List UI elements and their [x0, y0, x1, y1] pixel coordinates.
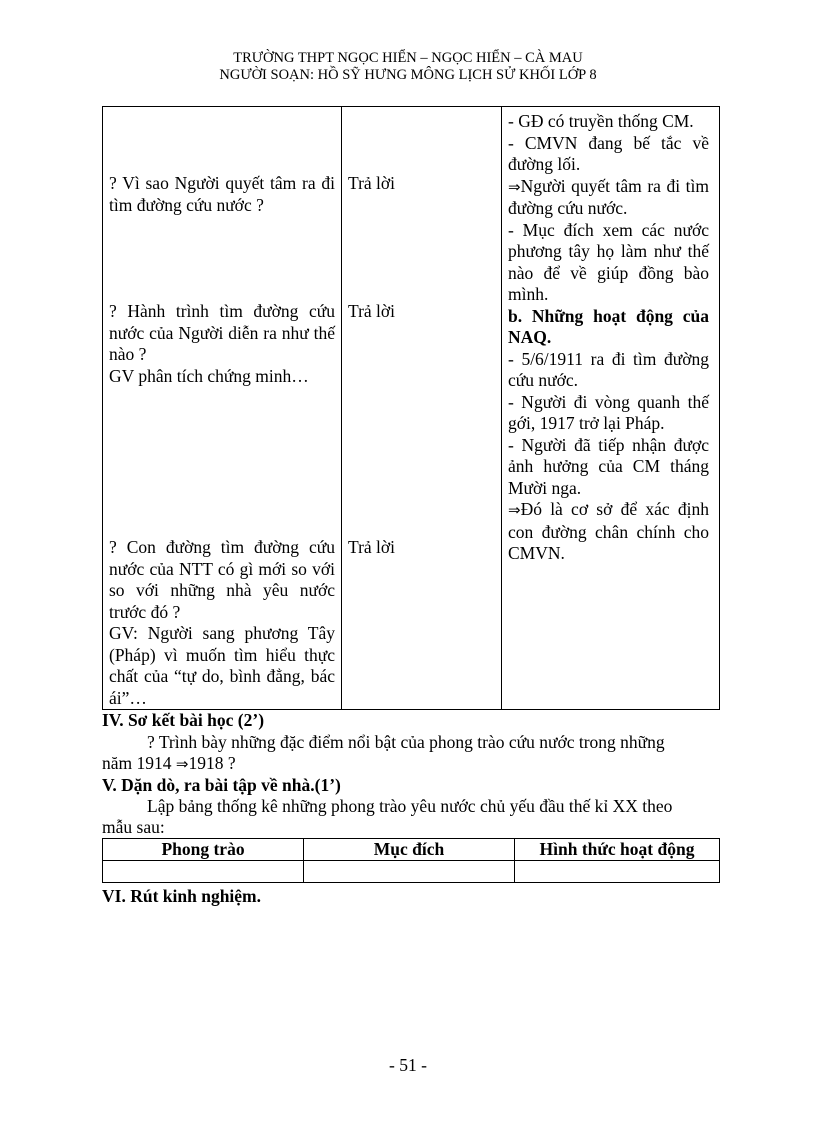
implies-arrow-icon: ⇒ [508, 177, 521, 196]
content-point-1: - GĐ có truyền thống CM. [508, 111, 694, 131]
content-point-4: - Mục đích xem các nước phương tây họ làm như thế nào để về giúp đồng bào mình. [508, 219, 709, 304]
answer-3: Trả lời [348, 537, 396, 557]
content-column [502, 107, 720, 710]
empty-cell [103, 861, 304, 883]
empty-cell [304, 861, 515, 883]
empty-cell [515, 861, 720, 883]
answer-column [342, 107, 502, 710]
section-5-text-cont: mẫu sau: [102, 817, 165, 837]
col-header-movement: Phong trào [103, 839, 304, 861]
question-2: ? Hành trình tìm đường cứu nước của Người diễn ra như thế nào ? [109, 301, 335, 364]
teacher-note-2: GV: Người sang phương Tây (Pháp) vì muốn tìm hiểu thực chất của “tự do, bình đẳng, bác ái”… [109, 623, 335, 708]
template-header-row [103, 839, 720, 861]
teacher-note-1: GV phân tích chứng minh… [109, 366, 309, 386]
template-table [102, 838, 720, 883]
content-block [508, 111, 709, 565]
question-column [103, 107, 342, 710]
table-row [103, 107, 720, 710]
implies-arrow-icon: ⇒ [175, 755, 189, 773]
content-heading: b. Những hoạt động của NAQ. [508, 305, 709, 347]
answer-2: Trả lời [348, 301, 396, 321]
question-1: ? Vì sao Người quyết tâm ra đi tìm đường cứu nước ? [109, 173, 335, 215]
header-line-2: NGƯỜI SOẠN: HỒ SỸ HƯNG MÔNG LỊCH SỬ KHỐI LỚP 8 [219, 67, 597, 83]
answer-1: Trả lời [348, 173, 396, 193]
question-3: ? Con đường tìm đường cứu nước của NTT có gì mới so với so với những nhà yêu nước trước đó ? [109, 537, 335, 622]
header-line-1: TRƯỜNG THPT NGỌC HIỂN – NGỌC HIỂN – CÀ MAU [233, 50, 583, 66]
content-point-7: - Người đã tiếp nhận được ảnh hưởng của CM tháng Mười nga. [508, 434, 709, 498]
page-number: - 51 - [389, 1055, 427, 1075]
section-5-text: Lập bảng thống kê những phong trào yêu nước chủ yếu đầu thế kỉ XX theo [147, 796, 673, 816]
implies-arrow-icon: ⇒ [508, 501, 521, 519]
content-point-8: ⇒Đó là cơ sở để xác định con đường chân chính cho CMVN. [508, 499, 709, 563]
section-6-title: VI. Rút kinh nghiệm. [102, 886, 262, 906]
content-point-2: - CMVN đang bế tắc về đường lối. [508, 132, 709, 174]
lesson-table [102, 106, 720, 710]
page-header [0, 50, 816, 84]
content-point-6: - Người đi vòng quanh thế gới, 1917 trở lại Pháp. [508, 391, 709, 433]
section-5-title: V. Dặn dò, ra bài tập về nhà.(1’) [102, 775, 341, 795]
content-point-3: ⇒Người quyết tâm ra đi tìm đường cứu nước. [508, 175, 709, 218]
section-4-text: ? Trình bày những đặc điểm nổi bật của phong trào cứu nước trong những [147, 732, 665, 752]
template-empty-row [103, 861, 720, 883]
content-point-5: - 5/6/1911 ra đi tìm đường cứu nước. [508, 348, 709, 390]
col-header-purpose: Mục đích [304, 839, 515, 861]
section-4-text-cont: năm 1914 ⇒1918 ? [102, 753, 236, 773]
section-4-title: IV. Sơ kết bài học (2’) [102, 710, 265, 730]
col-header-activity-form: Hình thức hoạt động [515, 839, 720, 861]
